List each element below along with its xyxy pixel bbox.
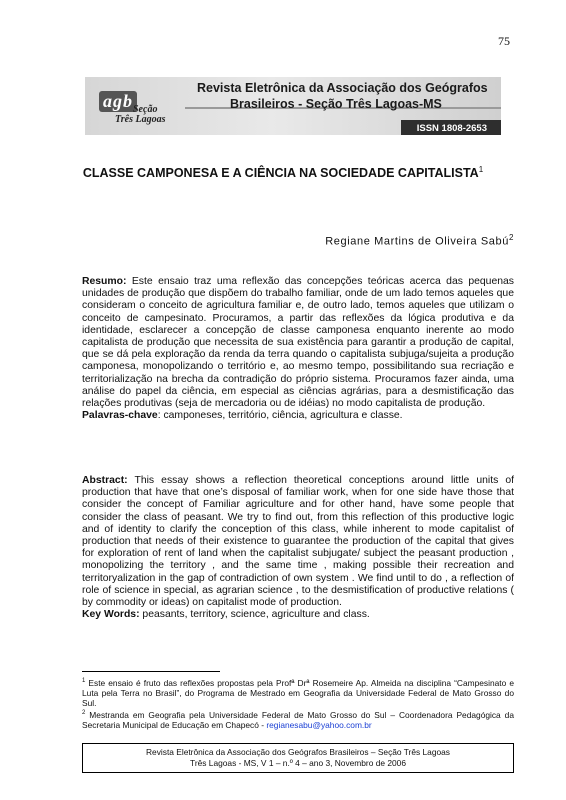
footnote-1-mark: 1 <box>82 678 86 684</box>
article-author <box>325 233 514 248</box>
footnote-2 <box>82 708 514 730</box>
key-words <box>82 609 514 621</box>
footnote-rule <box>82 671 220 672</box>
palavras-chave-text: : camponeses, território, ciência, agricultura e classe. <box>157 410 403 422</box>
footer-line-2: Três Lagoas - MS, V 1 – n.º 4 – ano 3, Novembro de 2006 <box>190 758 406 768</box>
page-number: 75 <box>498 34 510 48</box>
abstract-section <box>82 475 514 621</box>
journal-footer <box>82 743 514 773</box>
author-name: Regiane Martins de Oliveira Sabú <box>325 235 509 248</box>
author-footnote-mark: 2 <box>508 233 514 242</box>
logo-text-secao: Seção <box>133 104 158 115</box>
agb-logo <box>91 87 179 127</box>
footnote-1-text: Este ensaio é fruto das reflexões propostas pela Profª Drª Rosemeire Ap. Almeida na disciplina “Campesinato e Luta pela Terra no Brasil”, do Programa de Mestrado em Geografia da Universidade Federal de Mato Grosso do Sul. <box>82 677 514 709</box>
resumo-text: Este ensaio traz uma reflexão das concepções teóricas acerca das pequenas unidades de produção que dispõem do trabalho familiar, onde de um lado temos aqueles que consideram o conceito de agricultura familiar e, de outro lado, temos aqueles que utilizam o conceito de campesinato. Procuramos, a partir das reflexões da lógica produtiva e da identidade, esclarecer a concepção de classe camponesa enquanto inerente ao modo capitalista de produção que necessita de sua existência para garantir a produção de capital, que se dá pela exploração da renda da terra quando o capitalista subjuga/sujeita a produção camponesa, monopolizando o território e, ao mesmo tempo, possibilitando sua recriação e territorialização na brecha da contradição do próprio sistema. Procuramos fazer ainda, uma análise do papel da ciência, em especial as ciências agrárias, para a desmistificação das relações produtivas (seja de mercadoria ou de idéias) no modo capitalista de produção. <box>82 276 514 410</box>
article-title-text: CLASSE CAMPONESA E A CIÊNCIA NA SOCIEDADE CAPITALISTA <box>82 166 479 181</box>
footnote-2-mark: 2 <box>82 710 86 717</box>
agb-logo-mark: agb <box>99 91 137 112</box>
key-words-text: peasants, territory, science, agriculture and class. <box>139 609 370 621</box>
footnote-1 <box>82 676 514 708</box>
palavras-chave <box>82 410 514 422</box>
resumo-paragraph <box>82 276 514 410</box>
journal-title-line2: Brasileiros - Seção Três Lagoas-MS <box>230 97 442 111</box>
abstract-text: This essay shows a reflection theoretical conceptions around little units of production that have that one’s disposal of familiar work, when for one side have those that consider the concept of Familiar agriculture and for other hand, have some people that consider the class of peasant. We try to find out, from this reflection of this productive logic and of identity to clarify the conception of this class, while inherent to mode capitalist of production that needs of their existence to guarantee the production of the capital that gives for exploration of rent of land when the capitalist subjugate/ subject the peasant production , monopolizing the territory , and the same time , making possible their recreation and territoryalization in the gap of contradiction of own system . We find until to do , a reflection of role of science in special, as agrarian science , to the desmistification of productive relations ( by commodity or ideas) on capitalist mode of production. <box>82 475 515 609</box>
footnotes <box>82 676 514 731</box>
journal-title-line1: Revista Eletrônica da Associação dos Geógrafos <box>197 81 488 95</box>
author-email-link[interactable]: regianesabu@yahoo.com.br <box>266 720 372 731</box>
abstract-paragraph <box>82 475 514 609</box>
issn-label: ISSN 1808-2653 <box>416 123 487 134</box>
footnote-2-text: Mestranda em Geografia pela Universidade Federal de Mato Grosso do Sul – Coordenadora Pedagógica da Secretaria Municipal de Educação em Chapecó - <box>82 710 514 731</box>
resumo-section <box>82 276 514 422</box>
footer-line-1: Revista Eletrônica da Associação dos Geógrafos Brasileiros – Seção Três Lagoas <box>146 747 450 757</box>
abstract-label: Abstract: <box>82 475 128 486</box>
journal-header-banner <box>85 77 501 135</box>
article-title <box>0 165 566 180</box>
key-words-label: Key Words: <box>82 609 140 621</box>
logo-text-tres-lagoas: Três Lagoas <box>115 114 166 125</box>
title-footnote-mark: 1 <box>478 165 484 174</box>
resumo-label: Resumo: <box>82 276 127 287</box>
palavras-chave-label: Palavras-chave <box>82 410 158 422</box>
